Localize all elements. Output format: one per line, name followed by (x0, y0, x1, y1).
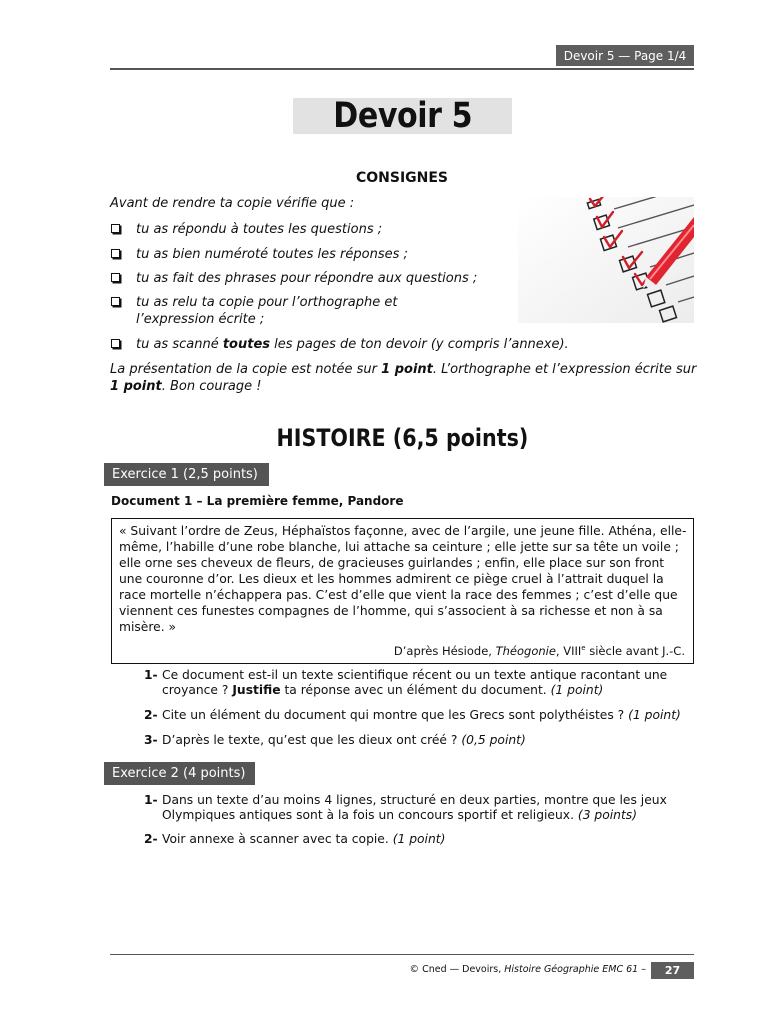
document-title: Document 1 – La première femme, Pandore (111, 494, 404, 508)
question-item: 1- Dans un texte d’au moins 4 lignes, structuré en deux parties, montre que les jeux Olympiques antiques sont à la fois un concours sportif et religieux. (3 points) (144, 793, 667, 822)
question-item: 1- Ce document est-il un texte scientifique récent ou un texte antique racontant une croyance ? Justifie ta réponse avec un élément du document. (1 point) (144, 668, 668, 697)
checklist-item: tu as répondu à toutes les questions ; (110, 221, 490, 238)
header-rule (110, 68, 694, 70)
checkbox-icon (111, 224, 120, 233)
checkbox-icon (111, 249, 120, 258)
checklist-item: tu as fait des phrases pour répondre aux questions ; (110, 270, 490, 287)
footer-rule (110, 954, 694, 955)
checklist-item: tu as bien numéroté toutes les réponses ; (110, 246, 490, 263)
consignes-heading: CONSIGNES (355, 170, 449, 186)
page-title: Devoir 5 (333, 96, 472, 136)
title-banner (293, 98, 512, 134)
consignes-intro: Avant de rendre ta copie vérifie que : (110, 196, 355, 211)
checkbox-icon (111, 273, 120, 282)
quote-box (111, 518, 694, 664)
quote-text: « Suivant l’ordre de Zeus, Héphaïstos façonne, avec de l’argile, une jeune fille. Athéna, elle-même, l’habille d’une robe blanche, lui attache sa ceinture ; elle jette sur sa tête un voile ; elle orne ses cheveux de fleurs, de gracieuses guirlandes ; enfin, elle place sur son front une couronne d’or. Les dieux et les hommes admirent ce piège cruel à l’attrait duquel la race mortelle n’échappera pas. C’est d’elle que vient la race des femmes ; c’est d’elle que viennent ces funestes compagnes de l’homme, qui s’associent à sa richesse et non à sa misère. » (119, 524, 687, 634)
presentation-note: La présentation de la copie est notée sur 1 point. L’orthographe et l’expression écrite sur 1 point. Bon courage ! (110, 362, 697, 394)
page-indicator-badge: Devoir 5 — Page 1/4 (556, 45, 694, 66)
page-number: 27 (651, 962, 694, 979)
checklist-item: tu as scanné toutes les pages de ton devoir (y compris l’annexe). (110, 336, 700, 353)
footer-copyright: © Cned — Devoirs, Histoire Géographie EMC 61 – (409, 964, 646, 975)
question-item: 3- D’après le texte, qu’est que les dieux ont créé ? (0,5 point) (144, 733, 526, 747)
checkbox-icon (111, 297, 120, 306)
checkbox-icon (111, 339, 120, 348)
question-item: 2- Cite un élément du document qui montre que les Grecs sont polythéistes ? (1 point) (144, 708, 681, 722)
question-item: 2- Voir annexe à scanner avec ta copie. (1 point) (144, 832, 446, 846)
checklist-image (518, 197, 694, 323)
section-title: HISTOIRE (6,5 points) (276, 424, 528, 452)
checklist-item: tu as relu ta copie pour l’orthographe et l’expression écrite ; (110, 294, 470, 328)
quote-source: D’après Hésiode, Théogonie, VIIIe siècle avant J.-C. (393, 644, 685, 658)
exercise-1-label: Exercice 1 (2,5 points) (104, 463, 269, 486)
exercise-2-label: Exercice 2 (4 points) (104, 762, 255, 785)
